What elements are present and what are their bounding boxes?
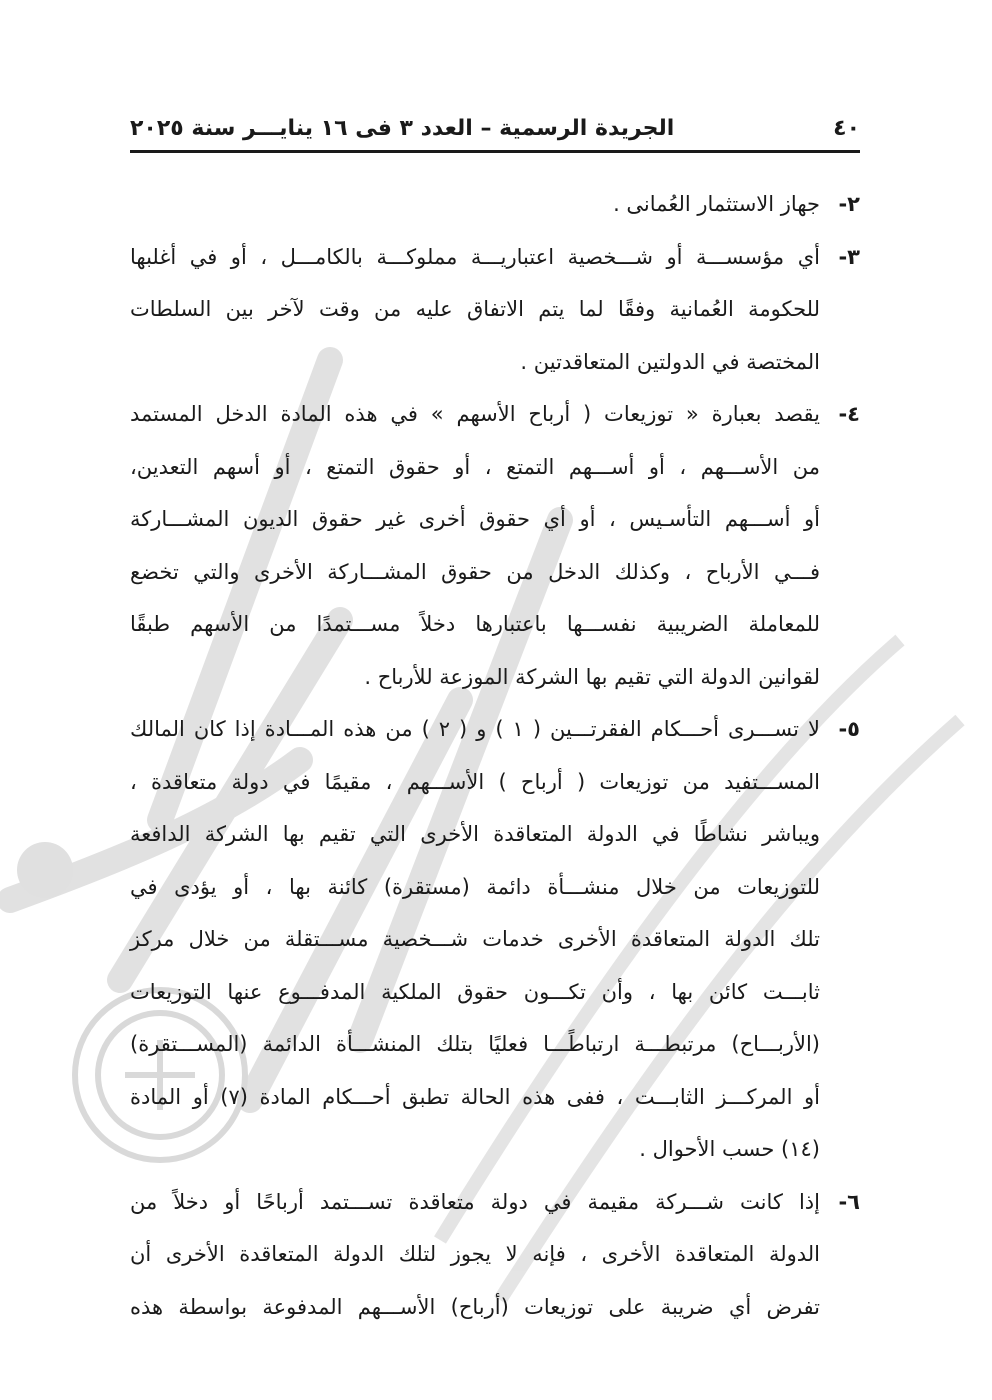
clause-line: أو أســـهم التأسـيس ، أو أي حقوق أخرى غير حقوق الديون المشـــاركة <box>130 507 820 531</box>
clause-line: للحكومة العُمانية وفقًا لما يتم الاتفاق عليه من وقت لآخر بين السلطات <box>130 297 820 321</box>
clause-line: جهاز الاستثمار العُمانى . <box>613 192 820 216</box>
clause-line: الدولة المتعاقدة الأخرى ، فإنه لا يجوز لتلك الدولة المتعاقدة الأخرى أن <box>130 1242 820 1266</box>
clause-line: المختصة في الدولتين المتعاقدتين . <box>520 349 820 374</box>
clause-2 <box>130 178 860 231</box>
document-body <box>130 178 860 1333</box>
clause-4 <box>130 388 860 703</box>
clause-5 <box>130 703 860 1176</box>
clause-3 <box>130 231 860 389</box>
clause-line: لقوانين الدولة التي تقيم بها الشركة الموزعة للأرباح . <box>364 664 820 689</box>
page-number: ٤٠ <box>833 116 860 141</box>
clause-number: ٣- <box>838 244 860 269</box>
clause-line: أي مؤسســـة أو شـــخصية اعتباريـــة مملوكـــة بالكامـــل ، أو في أغلبها <box>130 244 820 269</box>
clause-line: ويباشر نشاطًا في الدولة المتعاقدة الأخرى التي تقيم بها الشركة الدافعة <box>130 822 820 846</box>
clause-line: تفرض أي ضريبة على توزيعات (أرباح) الأســـهم المدفوعة بواسطة هذه <box>130 1294 820 1319</box>
clause-line: من الأســـهم ، أو أســـهم التمتع ، أو حقوق التمتع ، أو أسهم التعدين، <box>130 454 820 479</box>
clause-number: ٤- <box>838 402 860 426</box>
clause-line: للمعاملة الضريبية نفســـها باعتبارها دخلاً مســـتمدًا من الأسهم طبقًا <box>130 612 820 636</box>
clause-line: تلك الدولة المتعاقدة الأخرى خدمات شـــخصية مســـتقلة من خلال مركز <box>130 927 820 951</box>
clause-line: يقصد بعبارة « توزيعات ( أرباح الأسهم » في هذه المادة الدخل المستمد <box>130 402 820 426</box>
clause-number: ٢- <box>838 192 860 216</box>
clause-line: (الأربـــاح) مرتبطـــة ارتباطًـــا فعليًا بتلك المنشـــأة الدائمة (المســـتقرة) <box>130 1032 820 1056</box>
clause-line: (١٤) حسب الأحوال . <box>639 1137 820 1161</box>
clause-line: إذا كانت شـــركة مقيمة في دولة متعاقدة تســـتمد أرباحًا أو دخلاً من <box>130 1189 820 1214</box>
page-header <box>130 112 860 153</box>
clause-line: ثابـــت كائن بها ، وأن تكـــون حقوق الملكية المدفـــوع عنها التوزيعات <box>130 979 820 1004</box>
clause-line: أو المركـــز الثابـــت ، ففى هذه الحالة تطبق أحـــكام المادة (٧) أو المادة <box>130 1084 820 1109</box>
clause-line: فـــي الأرباح ، وكذلك الدخل من حقوق المشـــاركة الأخرى والتي تخضع <box>130 559 820 584</box>
clause-6 <box>130 1176 860 1334</box>
clause-number: ٥- <box>838 717 860 741</box>
clause-line: لا تســـرى أحـــكام الفقرتـــين ( ١ ) و ( ٢ ) من هذه المـــادة إذا كان المالك <box>130 717 820 741</box>
clause-line: المســـتفيد من توزيعات ( أرباح ) الأســـهم ، مقيمًا في دولة متعاقدة ، <box>130 769 820 794</box>
gazette-title: الجريدة الرسمية – العدد ٣ فى ١٦ ينايـــر سنة ٢٠٢٥ <box>130 116 675 141</box>
clause-number: ٦- <box>838 1189 860 1214</box>
clause-line: للتوزيعات من خلال منشـــأة دائمة (مستقرة) كائنة بها ، أو يؤدى في <box>130 874 820 899</box>
